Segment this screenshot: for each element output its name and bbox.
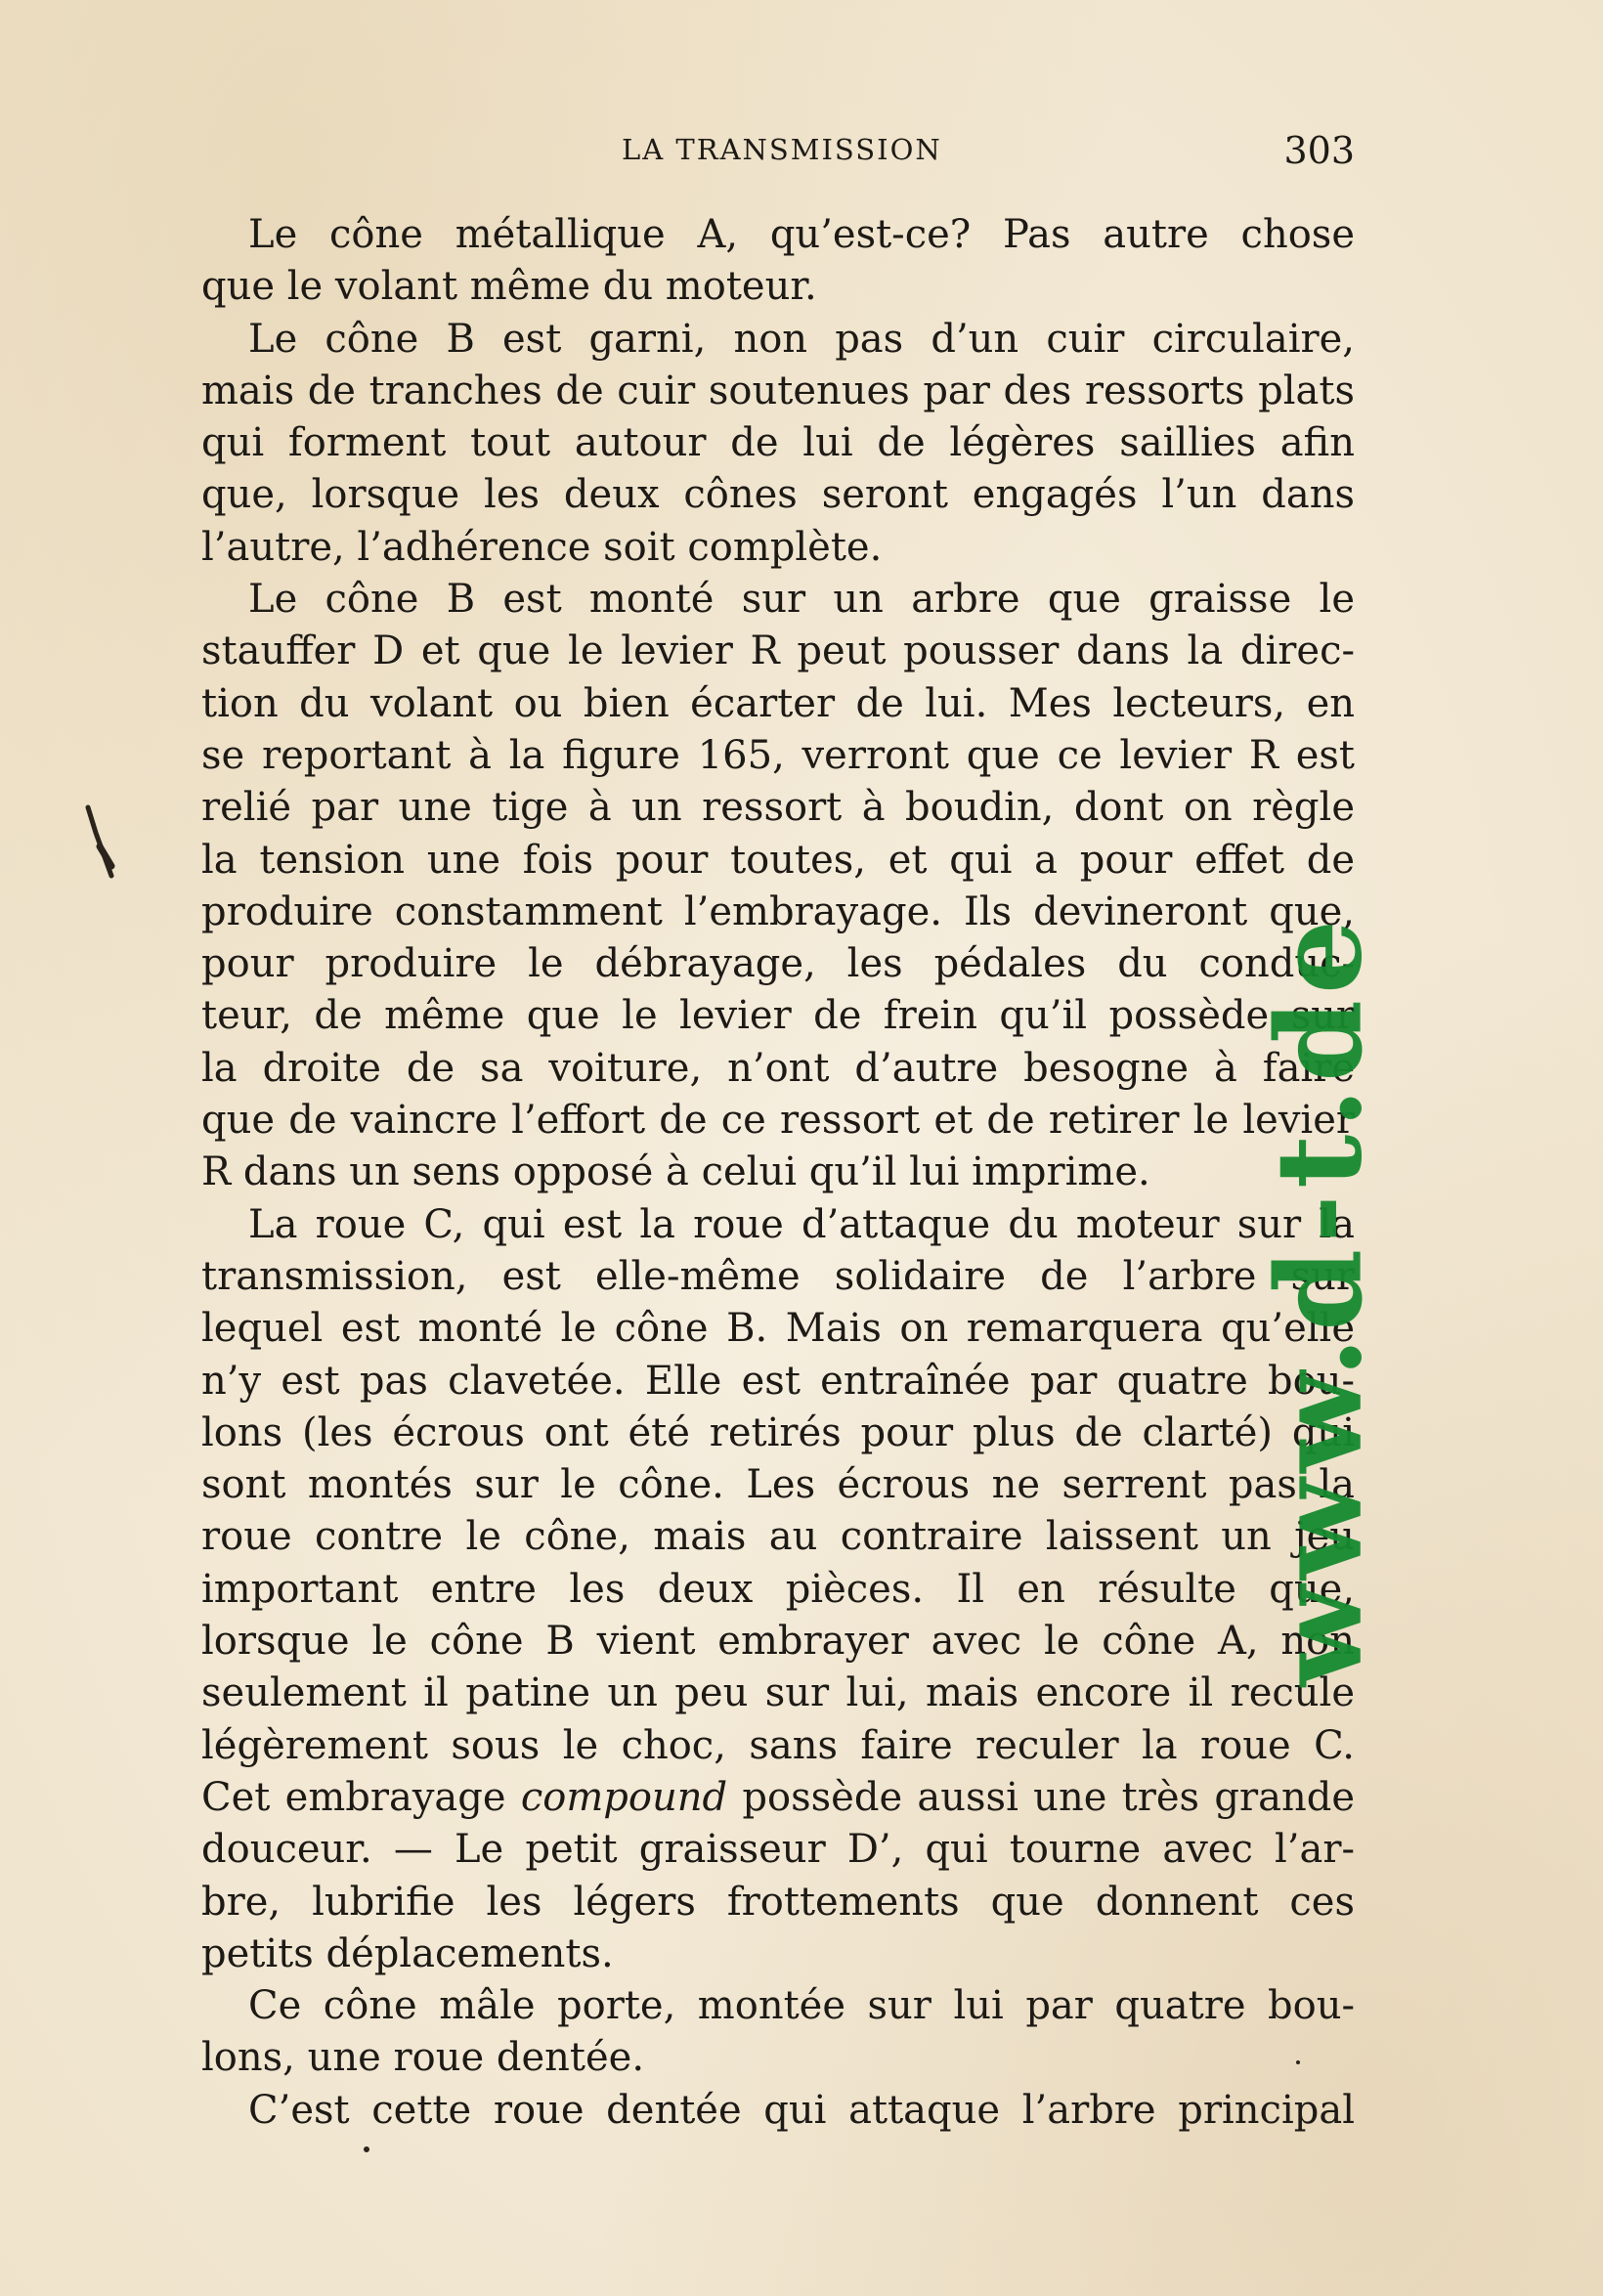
italic-term: compound	[520, 1774, 728, 1820]
text-line: douceur. — Le petit graisseur D’, qui tourne avec l’ar-	[201, 1827, 1355, 1873]
text-line: lons (les écrous ont été retirés pour plus de clarté) qui	[201, 1409, 1355, 1455]
running-title: LA TRANSMISSION	[622, 133, 942, 166]
watermark-text: www.d-t.de	[1250, 913, 1389, 1687]
text-line: stauffer D et que le levier R peut pousser dans la direc-	[201, 628, 1355, 674]
text-line: mais de tranches de cuir soutenues par des ressorts plats	[201, 368, 1355, 413]
text-line: seulement il patine un peu sur lui, mais encore il recule	[201, 1670, 1355, 1716]
page-number: 303	[1283, 129, 1355, 172]
text-line: sont montés sur le cône. Les écrous ne serrent pas la	[201, 1462, 1355, 1508]
text-line: pour produire le débrayage, les pédales du conduc-	[201, 941, 1355, 987]
text-line: Le cône B est monté sur un arbre que graisse le	[248, 577, 1355, 623]
text-line: que le volant même du moteur.	[201, 264, 817, 310]
text-run: possède aussi une très grande	[742, 1774, 1355, 1820]
running-header	[201, 125, 1355, 184]
ink-speck	[1296, 2060, 1300, 2064]
text-line: produire constamment l’embrayage. Ils devineront que,	[201, 888, 1355, 934]
text-line: R dans un sens opposé à celui qu’il lui imprime.	[201, 1149, 1150, 1195]
text-line-mixed	[201, 1772, 1355, 1824]
text-line: important entre les deux pièces. Il en résulte que,	[201, 1566, 1355, 1612]
text-line: petits déplacements.	[201, 1930, 614, 1976]
text-line: que, lorsque les deux cônes seront engagés l’un dans	[201, 472, 1355, 518]
text-line: Le cône B est garni, non pas d’un cuir circulaire,	[248, 316, 1355, 362]
text-line: n’y est pas clavetée. Elle est entraînée par quatre bou-	[201, 1358, 1355, 1404]
text-line: relié par une tige à un ressort à boudin, dont on règle	[201, 785, 1355, 831]
text-line: légèrement sous le choc, sans faire reculer la roue C.	[201, 1722, 1355, 1768]
text-line: lons, une roue dentée.	[201, 2035, 645, 2081]
ink-mark	[82, 803, 121, 882]
text-line: la droite de sa voiture, n’ont d’autre besogne à faire	[201, 1045, 1355, 1091]
text-line: C’est cette roue dentée qui attaque l’arbre principal	[248, 2087, 1355, 2133]
body-text	[201, 209, 1355, 2137]
text-line: lequel est monté le cône B. Mais on remarquera qu’elle	[201, 1306, 1355, 1352]
text-line: La roue C, qui est la roue d’attaque du moteur sur la	[248, 1201, 1355, 1247]
text-line: transmission, est elle-même solidaire de l’arbre sur	[201, 1253, 1355, 1299]
text-run: Cet embrayage	[201, 1774, 506, 1820]
text-line: roue contre le cône, mais au contraire laissent un jeu	[201, 1514, 1355, 1560]
text-line: bre, lubrifie les légers frottements que donnent ces	[201, 1879, 1355, 1925]
text-line: la tension une fois pour toutes, et qui a pour effet de	[201, 837, 1355, 883]
text-line: se reportant à la figure 165, verront que ce levier R est	[201, 732, 1355, 778]
text-line: l’autre, l’adhérence soit complète.	[201, 524, 883, 570]
text-line: qui forment tout autour de lui de légères saillies afin	[201, 420, 1355, 466]
ink-speck	[364, 2146, 369, 2152]
text-line: teur, de même que le levier de frein qu’il possède sur	[201, 993, 1355, 1039]
text-line: Le cône métallique A, qu’est-ce? Pas autre chose	[248, 212, 1355, 257]
text-line: tion du volant ou bien écarter de lui. Mes lecteurs, en	[201, 680, 1355, 726]
text-line: Ce cône mâle porte, montée sur lui par quatre bou-	[248, 1983, 1355, 2029]
text-line: que de vaincre l’effort de ce ressort et de retirer le levier	[201, 1098, 1355, 1144]
text-line: lorsque le cône B vient embrayer avec le cône A, non	[201, 1619, 1355, 1665]
